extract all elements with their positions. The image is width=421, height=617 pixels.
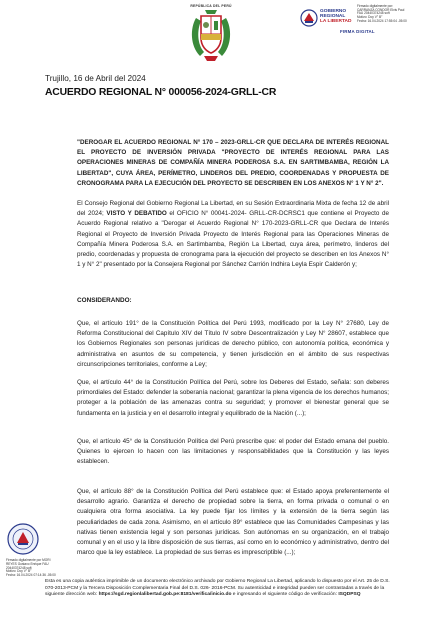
left-signature-block xyxy=(6,559,76,578)
intro-text-b: el OFICIO N° 00041-2024- GRLL-CR-DCRSC1 que contiene el Proyecto de Acuerdo Regional relativo a "Derogar el Acuerdo Regional N° 170-2023-GRLL-CR que Declara de Interés Regional el Proyecto de Inversión Privada Proyecto de Interés Regional para las Operaciones Mineras de Compañía Minera Poderosa S.A. en Sartimbamba, Región La Libertad, cuya área, perímetro, linderos del predio, coordenadas y propuesta de cronograma para la ejecución del proyecto se describen en los Anexos N° 1 y N° 2" presentado por la Consejera Regional por Sánchez Carrión Indhira Leyla Espir Calderón y; xyxy=(77,210,389,269)
signer-block xyxy=(357,5,417,24)
left-sign-line: 20440374248 soft xyxy=(6,565,32,570)
notice-text-b: e ingresando el siguiente código de verificación: xyxy=(231,592,339,598)
left-sign-line: Firmado digitalmente por MORI xyxy=(6,558,51,562)
firma-digital-label: FIRMA DIGITAL xyxy=(340,29,375,34)
signer-line: Firmado digitalmente por: xyxy=(357,4,394,8)
verification-code: ISQDPSQ xyxy=(338,592,361,598)
verification-link[interactable]: https://sgd.regionlalibertad.gob.pe:8181/verifica/inicio.do xyxy=(98,592,232,598)
gobierno-regional-wordmark xyxy=(320,9,351,24)
logo-line-1: GOBIERNO xyxy=(320,9,347,14)
document-date: Trujillo, 16 de Abril del 2024 xyxy=(45,74,146,83)
intro-text-bold: VISTO Y DEBATIDO xyxy=(106,210,167,218)
logo-line-3: LA LIBERTAD xyxy=(320,19,352,24)
considerando-paragraph-191: Que, el artículo 191° de la Constitución Política del Perú 1993, modificado por la Ley N° 27680, Ley de Reforma Constitucional del Capítulo XIV del Título IV sobre Descentralización y Ley N° 28607, establece que los Gobiernos Regionales son personas jurídicas de derecho público, con autonomía política, económica y administrativa en asuntos de su competencia, y tienen jurisdicción en el ámbito de sus respectivas circunscripciones territoriales, conforme a Ley; xyxy=(77,320,389,368)
intro-paragraph xyxy=(77,199,389,270)
republic-label: REPÚBLICA DEL PERÚ xyxy=(190,4,232,8)
considerando-paragraph-45: Que, el artículo 45° de la Constitución Política del Perú prescribe que: el poder del Estado emana del pueblo. Quienes lo ejercen lo hacen con las limitaciones y responsabilidades que la Constitución y las leyes establecen. xyxy=(77,438,389,466)
left-sign-line: Motivo: Doy V° B° xyxy=(6,569,32,574)
left-sign-line: Fecha: 16.04.2024 07:14:36 -05:00 xyxy=(6,573,56,578)
considerando-paragraph-88: Que, el artículo 88° de la Constitución Política del Perú establece que: el Estado apoya preferentemente el desarrollo agrario. Garantiza el derecho de propiedad sobre la tierra, en forma privada o comunal o en cualquiera otra forma asociativa. La ley puede fijar los límites y la extensión de la tierra según las peculiaridades de cada zona. Asimismo, en el artículo 89° establece que las Comunidades Campesinas y las nativas tienen existencia legal y son personas jurídicas. Son autónomas en su organización, en el trabajo comunal y en el uso y la libre disposición de sus tierras, así como en lo económico y administrativo, dentro del marco que la ley establece. La propiedad de sus tierras es imprescriptible (...); xyxy=(77,488,389,557)
summary-paragraph: "DEROGAR EL ACUERDO REGIONAL N° 170 – 2023-GRLL-CR QUE DECLARA DE INTERÉS REGIONAL EL PROYECTO DE INVERSIÓN PRIVADA "PROYECTO DE INTERÉS REGIONAL PARA LAS OPERACIONES MINERAS DE COMPAÑÍA MINERA PODEROSA S.A. EN SARTIMBAMBA, REGIÓN LA LIBERTAD", CUYA ÁREA, PERÍMETRO, LINDEROS DEL PREDIO, COORDENADAS Y PROPUESTA DE CRONOGRAMA PARA LA EJECUCIÓN DEL PROYECTO SE DESCRIBEN EN LOS ANEXOS N° 1 Y N° 2". xyxy=(77,139,389,187)
notice-text-a: Esta es una copia auténtica imprimible de un documento electrónico archivado por Gobierno Regional La Libertad, aplicando lo dispuesto por el Art. 25 de D.S. 070-2013-PCM y la Tercera Disposición Complementaria Final del D.S. 026- 2016-PCM. Su autenticidad e integridad pueden ser contrastadas a través de la siguiente dirección web: xyxy=(45,579,390,598)
left-sign-line: REYES Gustavo Enrique FAU xyxy=(6,561,49,566)
document-title: ACUERDO REGIONAL N° 000056-2024-GRLL-CR xyxy=(45,87,277,98)
authenticity-notice xyxy=(45,579,397,599)
considerando-heading: CONSIDERANDO: xyxy=(77,297,132,304)
gobierno-regional-logo-icon xyxy=(300,9,318,27)
signer-line: FAU 20440374248 soft xyxy=(357,11,390,16)
signer-line: Motivo: Doy V° B° xyxy=(357,15,383,20)
signer-line: CARRANZA CONDOR Elvis Paul xyxy=(357,7,405,12)
signer-line: Fecha: 16.04.2024 17:55:04 -05:00 xyxy=(357,18,407,23)
official-seal-icon xyxy=(6,522,40,556)
peru-coat-of-arms-icon xyxy=(188,6,234,64)
intro-text-a: El Consejo Regional del Gobierno Regional La Libertad, en su Sesión Extraordinaria Mixta de fecha 12 de abril del 2024; xyxy=(77,200,389,218)
considerando-paragraph-44: Que, el artículo 44° de la Constitución Política del Perú, sobre los Deberes del Estado, señala: son deberes primordiales del Estado: defender la soberanía nacional; garantizar la plena vigencia de los derechos humanos; proteger a la población de las amenazas contra su seguridad; y promover el bienestar general que se fundamenta en la justicia y en el desarrollo integral y equilibrado de la Nación (...); xyxy=(77,379,389,417)
logo-line-2: REGIONAL xyxy=(320,14,346,19)
